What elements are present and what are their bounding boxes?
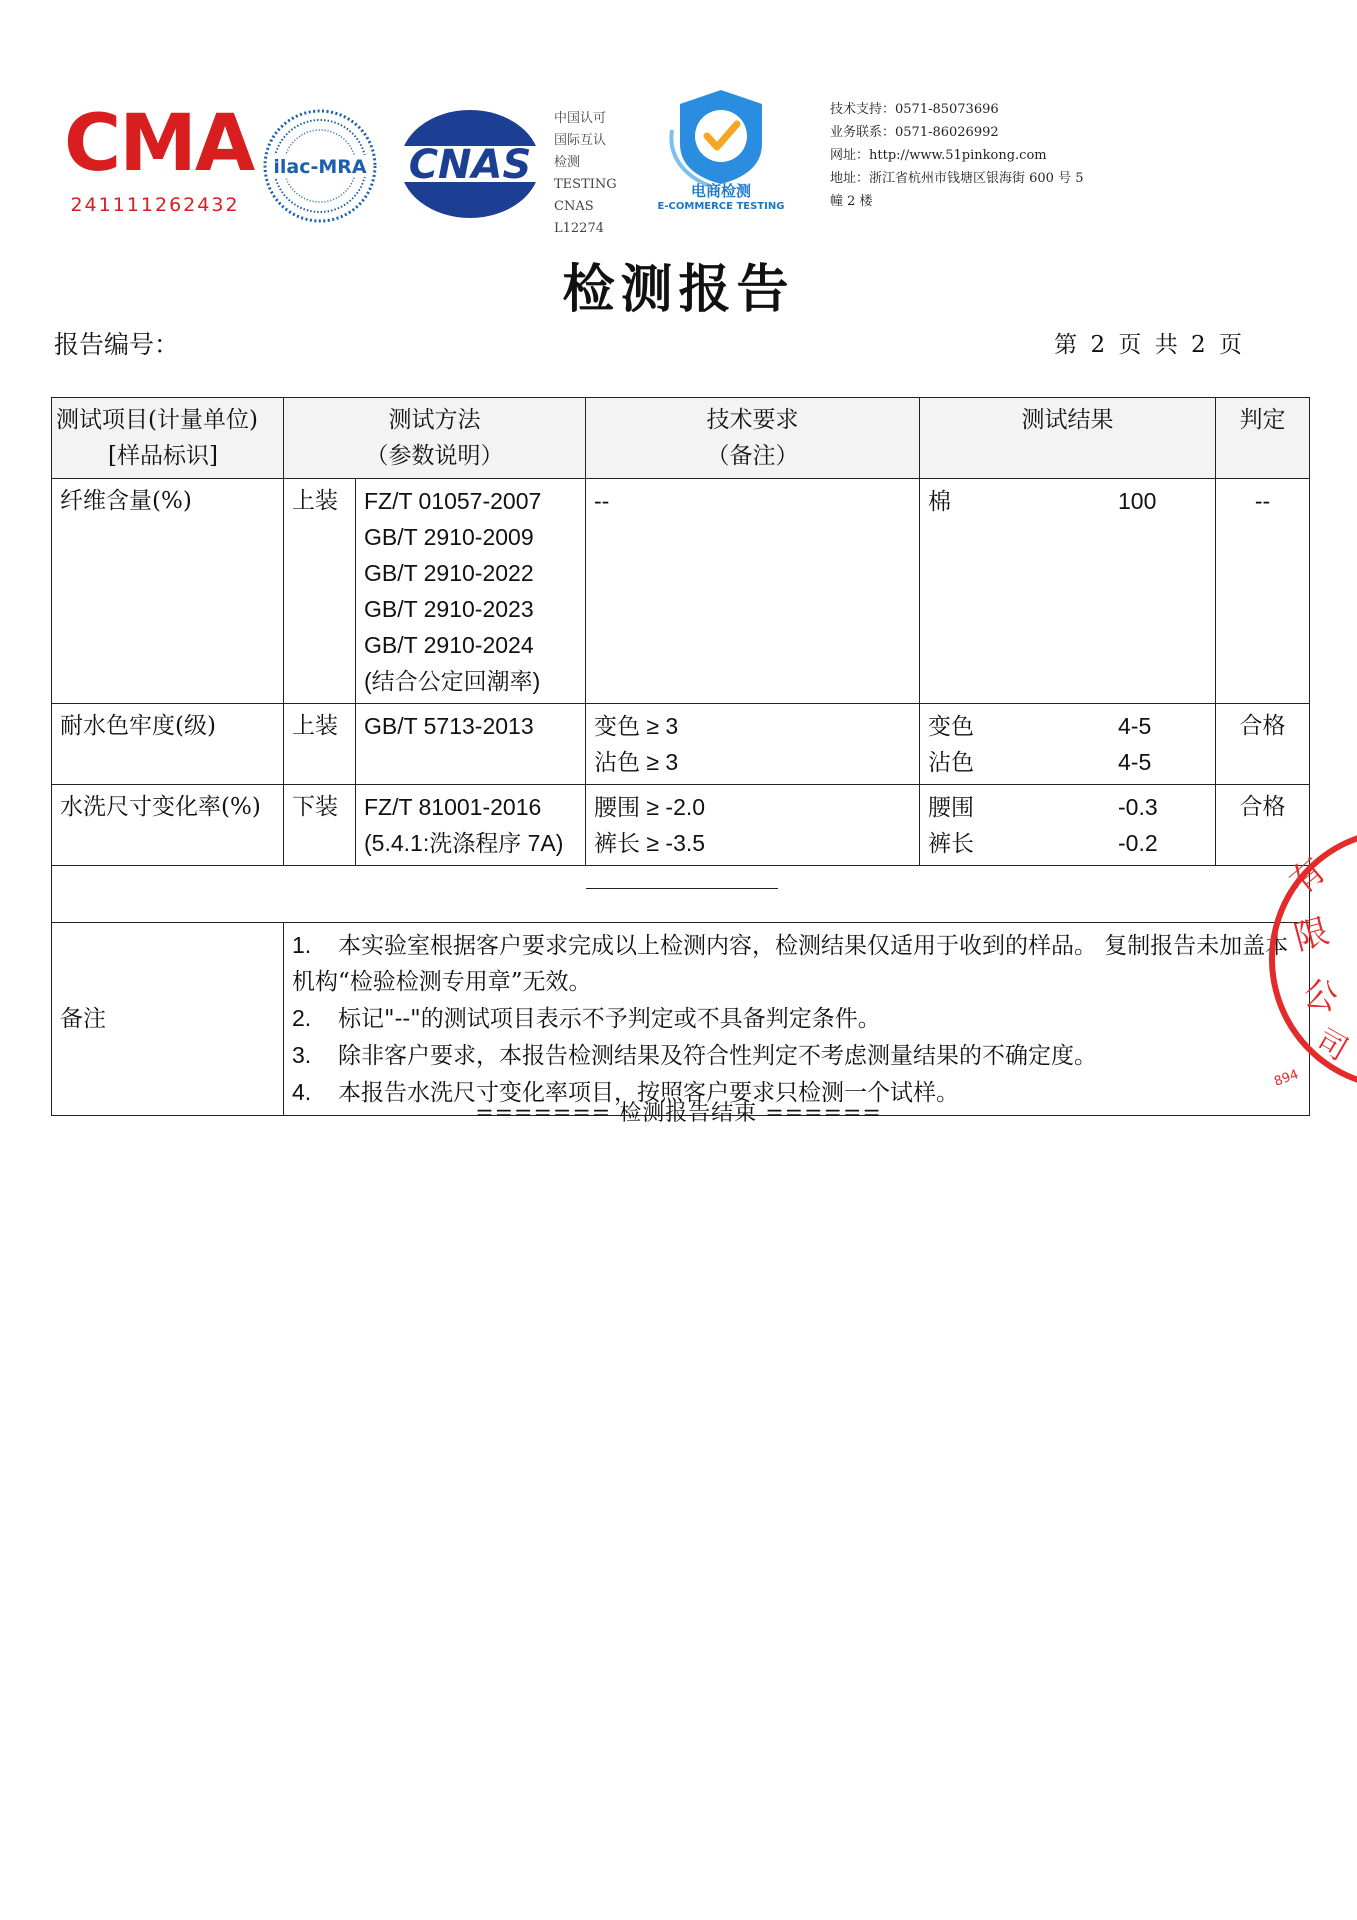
test-results-table — [51, 397, 1310, 1116]
ecommerce-caption — [650, 182, 792, 214]
method-line: GB/T 2910-2023 — [364, 596, 534, 622]
cma-number: 241111262432 — [70, 194, 240, 216]
cnas-caption — [554, 108, 644, 240]
cell-part: 上装 — [284, 704, 356, 785]
header-requirement-line: 技术要求 — [706, 407, 799, 433]
note-text: 本报告水洗尺寸变化率项目，按照客户要求只检测一个试样。 — [338, 1080, 959, 1106]
contact-address-cont: 幢 2 楼 — [830, 194, 873, 209]
ecommerce-title: 电商检测 — [690, 182, 751, 200]
notes-label: 备注 — [52, 923, 284, 1116]
contact-business: 业务联系：0571-86026992 — [830, 125, 999, 140]
document-title: 检测报告 — [562, 259, 795, 320]
result-value: -0.2 — [1118, 830, 1158, 856]
divider-line — [586, 888, 778, 889]
method-line: GB/T 5713-2013 — [364, 713, 534, 739]
method-line: (结合公定回潮率) — [364, 668, 541, 694]
method-line: FZ/T 01057-2007 — [364, 488, 542, 514]
result-key: 裤长 — [928, 830, 974, 856]
page-info: 第 2 页 共 2 页 — [1054, 332, 1245, 358]
ilac-mra-logo — [262, 108, 378, 224]
cell-item: 耐水色牢度(级) — [52, 704, 284, 785]
cell-judgement: 合格 — [1216, 704, 1310, 785]
cell-judgement: -- — [1216, 479, 1310, 704]
cnas-caption-line: TESTING — [554, 177, 617, 192]
seal-char: 有 — [1282, 850, 1334, 903]
requirement-line: 变色 ≥ 3 — [594, 713, 679, 739]
cma-logo-text: CMA — [64, 99, 254, 189]
cell-method — [356, 785, 586, 866]
header-judgement: 判定 — [1216, 398, 1310, 479]
method-line: GB/T 2910-2022 — [364, 560, 534, 586]
header-method — [284, 398, 586, 479]
cell-part: 上装 — [284, 479, 356, 704]
result-line — [928, 483, 1207, 519]
requirement-line: 腰围 ≥ -2.0 — [594, 794, 706, 820]
note-text: 除非客户要求，本报告检测结果及符合性判定不考虑测量结果的不确定度。 — [338, 1043, 1097, 1069]
contact-address: 地址：浙江省杭州市钱塘区银海街 600 号 5 — [830, 171, 1084, 186]
table-row — [52, 785, 1310, 866]
cma-logo — [64, 98, 254, 223]
note-number: 4. — [292, 1079, 312, 1105]
header-result: 测试结果 — [920, 398, 1216, 479]
report-number-label: 报告编号： — [54, 330, 180, 359]
cell-requirement — [586, 479, 920, 704]
note-number: 3. — [292, 1042, 312, 1068]
cell-judgement: 合格 — [1216, 785, 1310, 866]
result-value: 4-5 — [1118, 749, 1152, 775]
table-row — [52, 704, 1310, 785]
header-item-line: [样品标识] — [108, 443, 218, 469]
result-line — [928, 708, 1207, 744]
method-line: GB/T 2910-2024 — [364, 632, 534, 658]
result-value: 4-5 — [1118, 713, 1152, 739]
header-requirement — [586, 398, 920, 479]
note-item — [292, 1000, 1301, 1037]
header-requirement-line: （备注） — [706, 443, 799, 469]
header-item-line: 测试项目(计量单位) — [56, 407, 258, 433]
cell-requirement — [586, 785, 920, 866]
notes-content — [284, 923, 1310, 1116]
notes-row — [52, 923, 1310, 1116]
result-line — [928, 744, 1207, 780]
contact-website: 网址：http://www.51pinkong.com — [830, 148, 1047, 163]
result-line — [928, 825, 1207, 861]
seal-char: 限 — [1289, 911, 1334, 959]
cell-item: 纤维含量(%) — [52, 479, 284, 704]
cell-result — [920, 479, 1216, 704]
table-header-row — [52, 398, 1310, 479]
note-text: 本实验室根据客户要求完成以上检测内容，检测结果仅适用于收到的样品。 复制报告未加盖本机构“检验检测专用章”无效。 — [292, 933, 1289, 995]
requirement-line: 裤长 ≥ -3.5 — [594, 830, 706, 856]
table-divider-row — [52, 866, 1310, 923]
result-key: 腰围 — [928, 794, 974, 820]
result-key: 棉 — [928, 488, 951, 514]
divider-cell — [52, 866, 1310, 923]
seal-digits: 894 — [1272, 1067, 1301, 1090]
cell-method — [356, 479, 586, 704]
contact-tech-support: 技术支持：0571-85073696 — [830, 102, 999, 117]
result-line — [928, 789, 1207, 825]
header-method-line: （参数说明） — [365, 443, 504, 469]
note-number: 2. — [292, 1005, 312, 1031]
result-key: 变色 — [928, 713, 974, 739]
header-item — [52, 398, 284, 479]
note-number: 1. — [292, 932, 312, 958]
result-value: -0.3 — [1118, 794, 1158, 820]
note-item — [292, 927, 1301, 1000]
requirement-line: -- — [594, 488, 610, 514]
cell-item: 水洗尺寸变化率(%) — [52, 785, 284, 866]
cnas-logo — [396, 106, 544, 222]
result-value: 100 — [1118, 488, 1157, 514]
ecommerce-subtitle: E-COMMERCE TESTING — [657, 201, 785, 212]
method-line: (5.4.1:洗涤程序 7A) — [364, 830, 564, 856]
cnas-logo-text: CNAS — [408, 142, 532, 188]
header-method-line: 测试方法 — [388, 407, 481, 433]
seal-char: 司 — [1310, 1022, 1354, 1068]
ilac-logo-text: ilac-MRA — [273, 156, 367, 178]
cell-result — [920, 704, 1216, 785]
result-key: 沾色 — [928, 749, 974, 775]
seal-char: 公 — [1300, 973, 1341, 1019]
cnas-caption-line: CNAS L12274 — [554, 199, 604, 236]
method-line: FZ/T 81001-2016 — [364, 794, 542, 820]
cnas-caption-line: 国际互认 — [554, 133, 607, 148]
note-item — [292, 1037, 1301, 1074]
cell-part: 下装 — [284, 785, 356, 866]
cnas-caption-line: 检测 — [554, 155, 581, 170]
requirement-line: 沾色 ≥ 3 — [594, 749, 679, 775]
cnas-caption-line: 中国认可 — [554, 111, 607, 126]
cell-method — [356, 704, 586, 785]
cell-requirement — [586, 704, 920, 785]
method-line: GB/T 2910-2009 — [364, 524, 534, 550]
contact-info — [830, 98, 1120, 213]
note-text: 标记"--"的测试项目表示不予判定或不具备判定条件。 — [338, 1006, 881, 1032]
cell-result — [920, 785, 1216, 866]
table-row — [52, 479, 1310, 704]
report-end-line: ======= 检测报告结束 ====== — [475, 1101, 882, 1126]
